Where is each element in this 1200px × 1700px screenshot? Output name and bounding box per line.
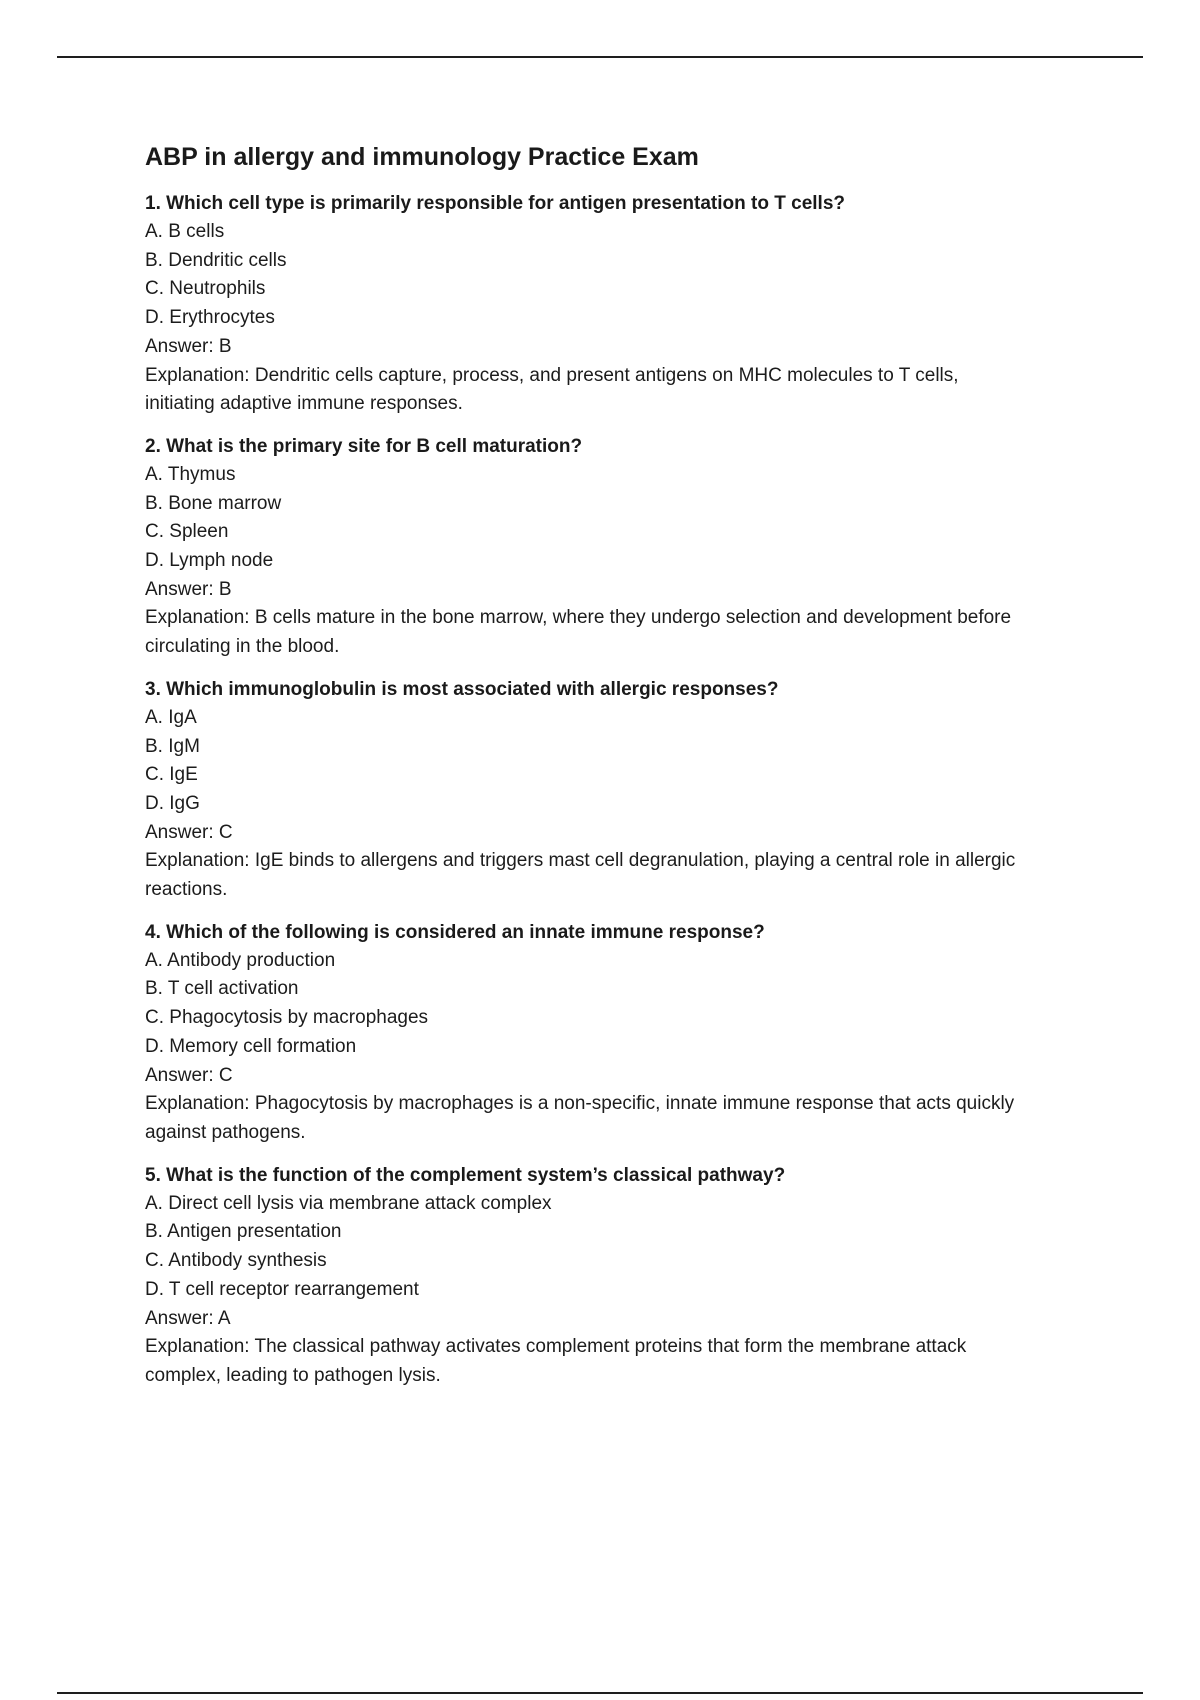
answer-option: C. Spleen xyxy=(145,521,229,543)
question-block xyxy=(145,675,1105,905)
answer-option: C. Neutrophils xyxy=(145,278,266,300)
explanation xyxy=(145,1333,1105,1390)
correct-answer: Answer: B xyxy=(145,578,232,600)
explanation xyxy=(145,847,1105,904)
explanation xyxy=(145,362,1105,419)
explanation xyxy=(145,1090,1105,1147)
question-block xyxy=(145,189,1105,419)
answer-option: C. Antibody synthesis xyxy=(145,1250,327,1272)
question-block xyxy=(145,1161,1105,1391)
document-body xyxy=(145,142,1105,1404)
correct-answer: Answer: B xyxy=(145,335,232,357)
correct-answer: Answer: C xyxy=(145,1064,233,1086)
explanation-line: circulating in the blood. xyxy=(145,636,340,658)
explanation-line: complex, leading to pathogen lysis. xyxy=(145,1364,441,1386)
explanation-line: Explanation: Dendritic cells capture, process, and present antigens on MHC molecules to T cells, xyxy=(145,364,959,386)
explanation-line: initiating adaptive immune responses. xyxy=(145,393,463,415)
explanation-line: Explanation: B cells mature in the bone marrow, where they undergo selection and development before xyxy=(145,607,1012,629)
question-block xyxy=(145,432,1105,662)
answer-option: D. T cell receptor rearrangement xyxy=(145,1278,419,1300)
answer-option: A. B cells xyxy=(145,221,225,242)
answer-option: B. Bone marrow xyxy=(145,492,282,514)
correct-answer: Answer: C xyxy=(145,821,233,843)
answer-option: D. Erythrocytes xyxy=(145,307,275,329)
explanation-line: against pathogens. xyxy=(145,1121,306,1143)
answer-option: B. IgM xyxy=(145,735,200,757)
explanation-line: Explanation: IgE binds to allergens and triggers mast cell degranulation, playing a central role in allergic xyxy=(145,850,1016,872)
answer-option: B. Dendritic cells xyxy=(145,249,287,271)
answer-option: A. Direct cell lysis via membrane attack complex xyxy=(145,1192,552,1214)
answer-option: D. Memory cell formation xyxy=(145,1035,357,1057)
question-text: 3. Which immunoglobulin is most associated with allergic responses? xyxy=(145,678,779,700)
question-block xyxy=(145,918,1105,1148)
answer-option: C. Phagocytosis by macrophages xyxy=(145,1007,429,1029)
question-text: 4. Which of the following is considered an innate immune response? xyxy=(145,921,765,943)
question-text: 1. Which cell type is primarily responsible for antigen presentation to T cells? xyxy=(145,193,845,214)
explanation-line: Explanation: Phagocytosis by macrophages is a non-specific, innate immune response that acts quickly xyxy=(145,1093,1015,1115)
answer-option: D. IgG xyxy=(145,792,200,814)
question-text: 2. What is the primary site for B cell maturation? xyxy=(145,435,583,457)
explanation-line: Explanation: The classical pathway activates complement proteins that form the membrane attack xyxy=(145,1336,967,1358)
header-rule xyxy=(57,56,1143,58)
answer-option: A. Antibody production xyxy=(145,949,336,971)
document-title: ABP in allergy and immunology Practice Exam xyxy=(145,143,699,171)
answer-option: D. Lymph node xyxy=(145,550,274,572)
correct-answer: Answer: A xyxy=(145,1307,231,1329)
answer-option: B. T cell activation xyxy=(145,978,299,1000)
question-text: 5. What is the function of the complement system’s classical pathway? xyxy=(145,1164,786,1186)
answer-option: C. IgE xyxy=(145,764,198,786)
answer-option: A. IgA xyxy=(145,706,197,728)
answer-option: A. Thymus xyxy=(145,463,236,485)
explanation-line: reactions. xyxy=(145,879,228,901)
explanation xyxy=(145,604,1105,661)
answer-option: B. Antigen presentation xyxy=(145,1221,342,1243)
footer-rule xyxy=(57,1692,1143,1694)
